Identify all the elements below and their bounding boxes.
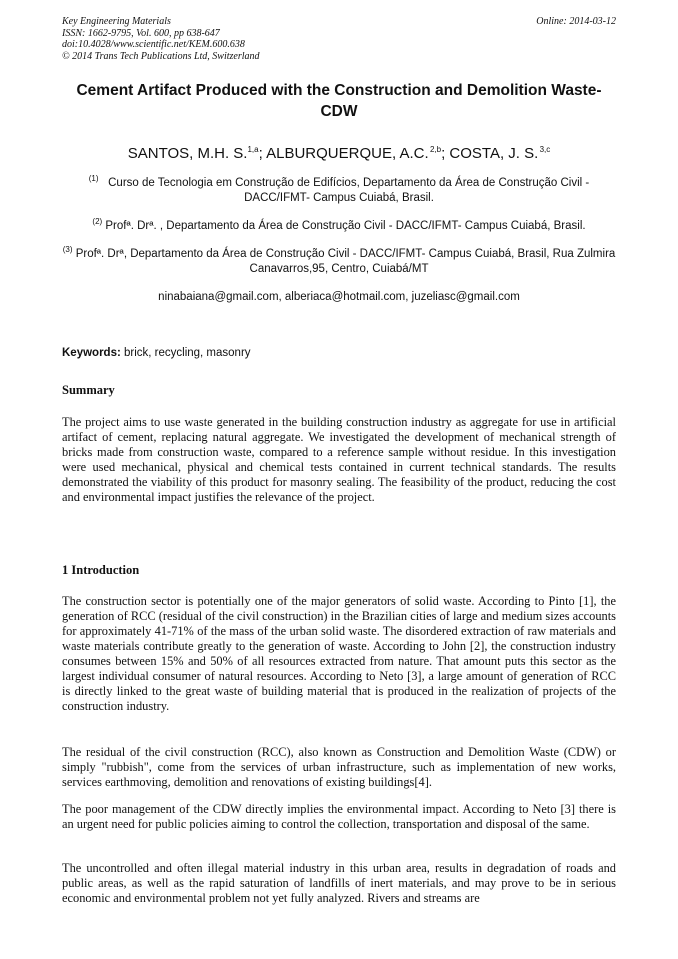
summary-paragraph: The project aims to use waste generated in the building construction industry as aggregate for use in artificial artifact of cement, replacing natural aggregate. We investigated the development of mechanical strength of bricks made from construction waste, compared to a reference sample without residue. In this investigation were used mechanical, physical and chemical tests contained in current technical standards. The results demonstrated the viability of this product for masonry sealing. The feasibility of the product, reducing the cost and environmental impact justifies the relevance of the project. (62, 415, 616, 504)
author-separator: ; (258, 145, 267, 162)
introduction-paragraph: The residual of the civil construction (RCC), also known as Construction and Demolition Waste (CDW) or simply "rubbish", come from the services of urban infrastructure, such as implementation of new works, services earthmoving, demolition and renovations of existing buildings[4]. (62, 745, 616, 789)
author-superscript: 3,c (539, 145, 551, 154)
summary-heading: Summary (62, 383, 115, 397)
paper-title: Cement Artifact Produced with the Construction and Demolition Waste-CDW (76, 82, 602, 120)
introduction-paragraph: The construction sector is potentially one of the major generators of solid waste. According to Pinto [1], the generation of RCC (residual of the civil construction) in the Brazilian cities of large and medium sizes accounts for approximately 41-71% of the mass of the urban solid waste. The disordered extraction of raw materials and waste materials contribute greatly to the generation of waste. According to John [2], the construction industry consumes between 15% and 50% of all resources extracted from nature. That amount puts this sector as the largest individual consumer of natural resources. According to Neto [3], a large amount of generation of RCC is directly linked to the great waste of building material that is produced in the realization of projects of the construction industry. (62, 594, 616, 713)
introduction-paragraph: The uncontrolled and often illegal material industry in this urban area, results in degradation of roads and public areas, as well as the rapid saturation of landfills of inert materials, and may prove to be in serious economic and environmental problem not yet fully analyzed. Rivers and streams are (62, 861, 616, 905)
affiliation-2 (62, 219, 616, 234)
doi-line: doi:10.4028/www.scientific.net/KEM.600.638 (62, 39, 245, 50)
journal-name: Key Engineering Materials (62, 16, 171, 27)
author-list (62, 144, 616, 164)
affiliation-mark: (3) (62, 245, 73, 255)
copyright-line: © 2014 Trans Tech Publications Ltd, Switzerland (62, 50, 260, 62)
online-date: Online: 2014-03-12 (536, 16, 616, 27)
author-name: ALBURQUERQUE, A.C. (266, 145, 429, 162)
author-name: SANTOS, M.H. S. (127, 145, 248, 162)
author-superscript: 1,a (247, 145, 259, 154)
author-separator: ; (441, 145, 450, 162)
affiliation-text: Profª. Drª. , Departamento da Área de Construção Civil - DACC/IFMT- Campus Cuiabá, Brasil. (105, 220, 586, 232)
affiliation-text: Profª. Drª, Departamento da Área de Construção Civil - DACC/IFMT- Campus Cuiabá, Brasil, Rua Zulmira Canavarros,95, Centro, Cuiabá/MT (75, 248, 616, 275)
journal-header (62, 16, 616, 62)
affiliation-text: Curso de Tecnologia em Construção de Edifícios, Departamento da Área de Construção Civil - DACC/IFMT- Campus Cuiabá, Brasil. (108, 177, 590, 204)
author-superscript: 2,b (429, 145, 442, 154)
issn-line: ISSN: 1662-9795, Vol. 600, pp 638-647 (62, 27, 220, 39)
author-name: COSTA, J. S. (449, 145, 539, 162)
affiliation-mark: (1) (88, 174, 99, 184)
author-emails: ninabaiana@gmail.com, alberiaca@hotmail.com, juzeliasc@gmail.com (158, 291, 520, 303)
keywords-label: Keywords: (62, 347, 121, 359)
introduction-paragraph: The poor management of the CDW directly implies the environmental impact. According to Neto [3] there is an urgent need for public policies aiming to control the collection, transportation and disposal of the same. (62, 802, 616, 831)
affiliation-mark: (2) (92, 217, 103, 227)
introduction-heading: 1 Introduction (62, 563, 140, 577)
affiliation-1 (62, 176, 616, 206)
keywords-value: brick, recycling, masonry (120, 347, 251, 359)
keywords (62, 346, 616, 361)
affiliation-3 (62, 247, 616, 277)
